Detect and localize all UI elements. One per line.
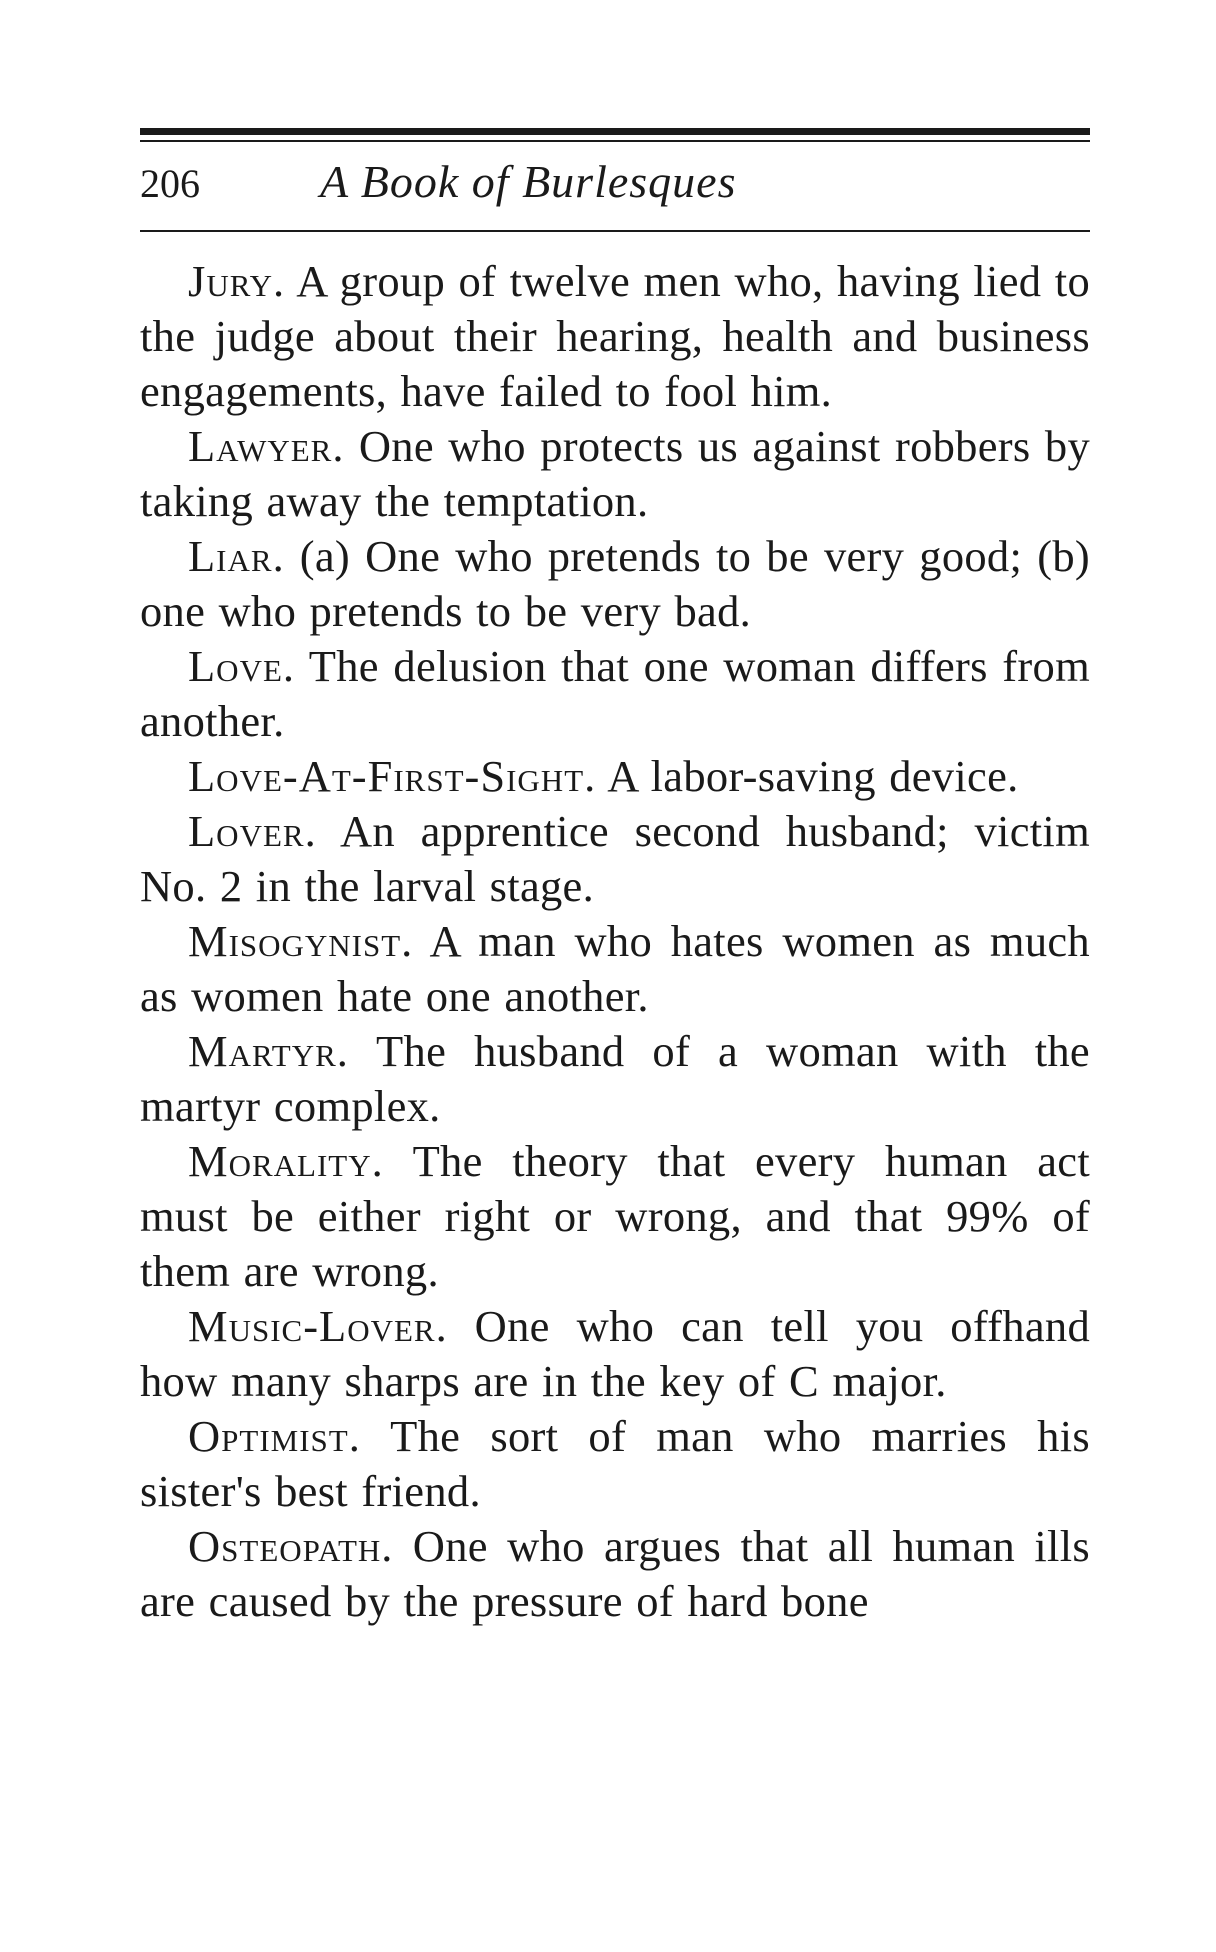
entry-term: Misogynist.	[188, 916, 414, 966]
page-number: 206	[140, 161, 200, 206]
book-page	[140, 128, 1090, 1629]
entry-definition: A group of twelve men who, having lied to the judge about their hearing, health and business engagements, have failed to fool him.	[140, 256, 1090, 416]
entry-term: Lover.	[188, 806, 317, 856]
glossary-entry	[140, 529, 1090, 639]
entry-term: Morality.	[188, 1136, 384, 1186]
entry-definition: The theory that every human act must be either right or wrong, and that 99% of them are wrong.	[140, 1136, 1090, 1296]
glossary-entries	[140, 254, 1090, 1629]
entry-definition: A man who hates women as much as women hate one another.	[140, 916, 1090, 1021]
entry-definition: One who argues that all human ills are caused by the pressure of hard bone	[140, 1521, 1090, 1626]
glossary-entry	[140, 1519, 1090, 1629]
entry-term: Optimist.	[188, 1411, 361, 1461]
glossary-entry	[140, 254, 1090, 419]
entry-term: Jury.	[188, 256, 286, 306]
glossary-entry	[140, 804, 1090, 914]
glossary-entry	[140, 914, 1090, 1024]
entry-term: Martyr.	[188, 1026, 349, 1076]
entry-definition: An apprentice second husband; victim No. 2 in the larval stage.	[140, 806, 1090, 911]
entry-definition: The delusion that one woman differs from another.	[140, 641, 1090, 746]
entry-definition: The sort of man who marries his sister's best friend.	[140, 1411, 1090, 1516]
header-rule-thick	[140, 128, 1090, 135]
entry-definition: The husband of a woman with the martyr complex.	[140, 1026, 1090, 1131]
entry-definition: One who protects us against robbers by taking away the temptation.	[140, 421, 1090, 526]
entry-definition: One who can tell you offhand how many sharps are in the key of C major.	[140, 1301, 1090, 1406]
glossary-entry	[140, 1409, 1090, 1519]
entry-term: Love-At-First-Sight.	[188, 751, 597, 801]
book-title: A Book of Burlesques	[320, 156, 737, 207]
entry-term: Lawyer.	[188, 421, 345, 471]
glossary-entry	[140, 749, 1090, 804]
running-head	[140, 142, 1090, 222]
glossary-entry	[140, 1299, 1090, 1409]
glossary-entry	[140, 1024, 1090, 1134]
entry-term: Love.	[188, 641, 296, 691]
entry-term: Music-Lover.	[188, 1301, 448, 1351]
glossary-entry	[140, 639, 1090, 749]
header-rule-bottom	[140, 230, 1090, 232]
glossary-entry	[140, 1134, 1090, 1299]
entry-term: Liar.	[188, 531, 285, 581]
entry-definition: (a) One who pretends to be very good; (b) one who pretends to be very bad.	[140, 531, 1090, 636]
glossary-entry	[140, 419, 1090, 529]
entry-definition: A labor-saving device.	[596, 751, 1019, 801]
entry-term: Osteopath.	[188, 1521, 394, 1571]
